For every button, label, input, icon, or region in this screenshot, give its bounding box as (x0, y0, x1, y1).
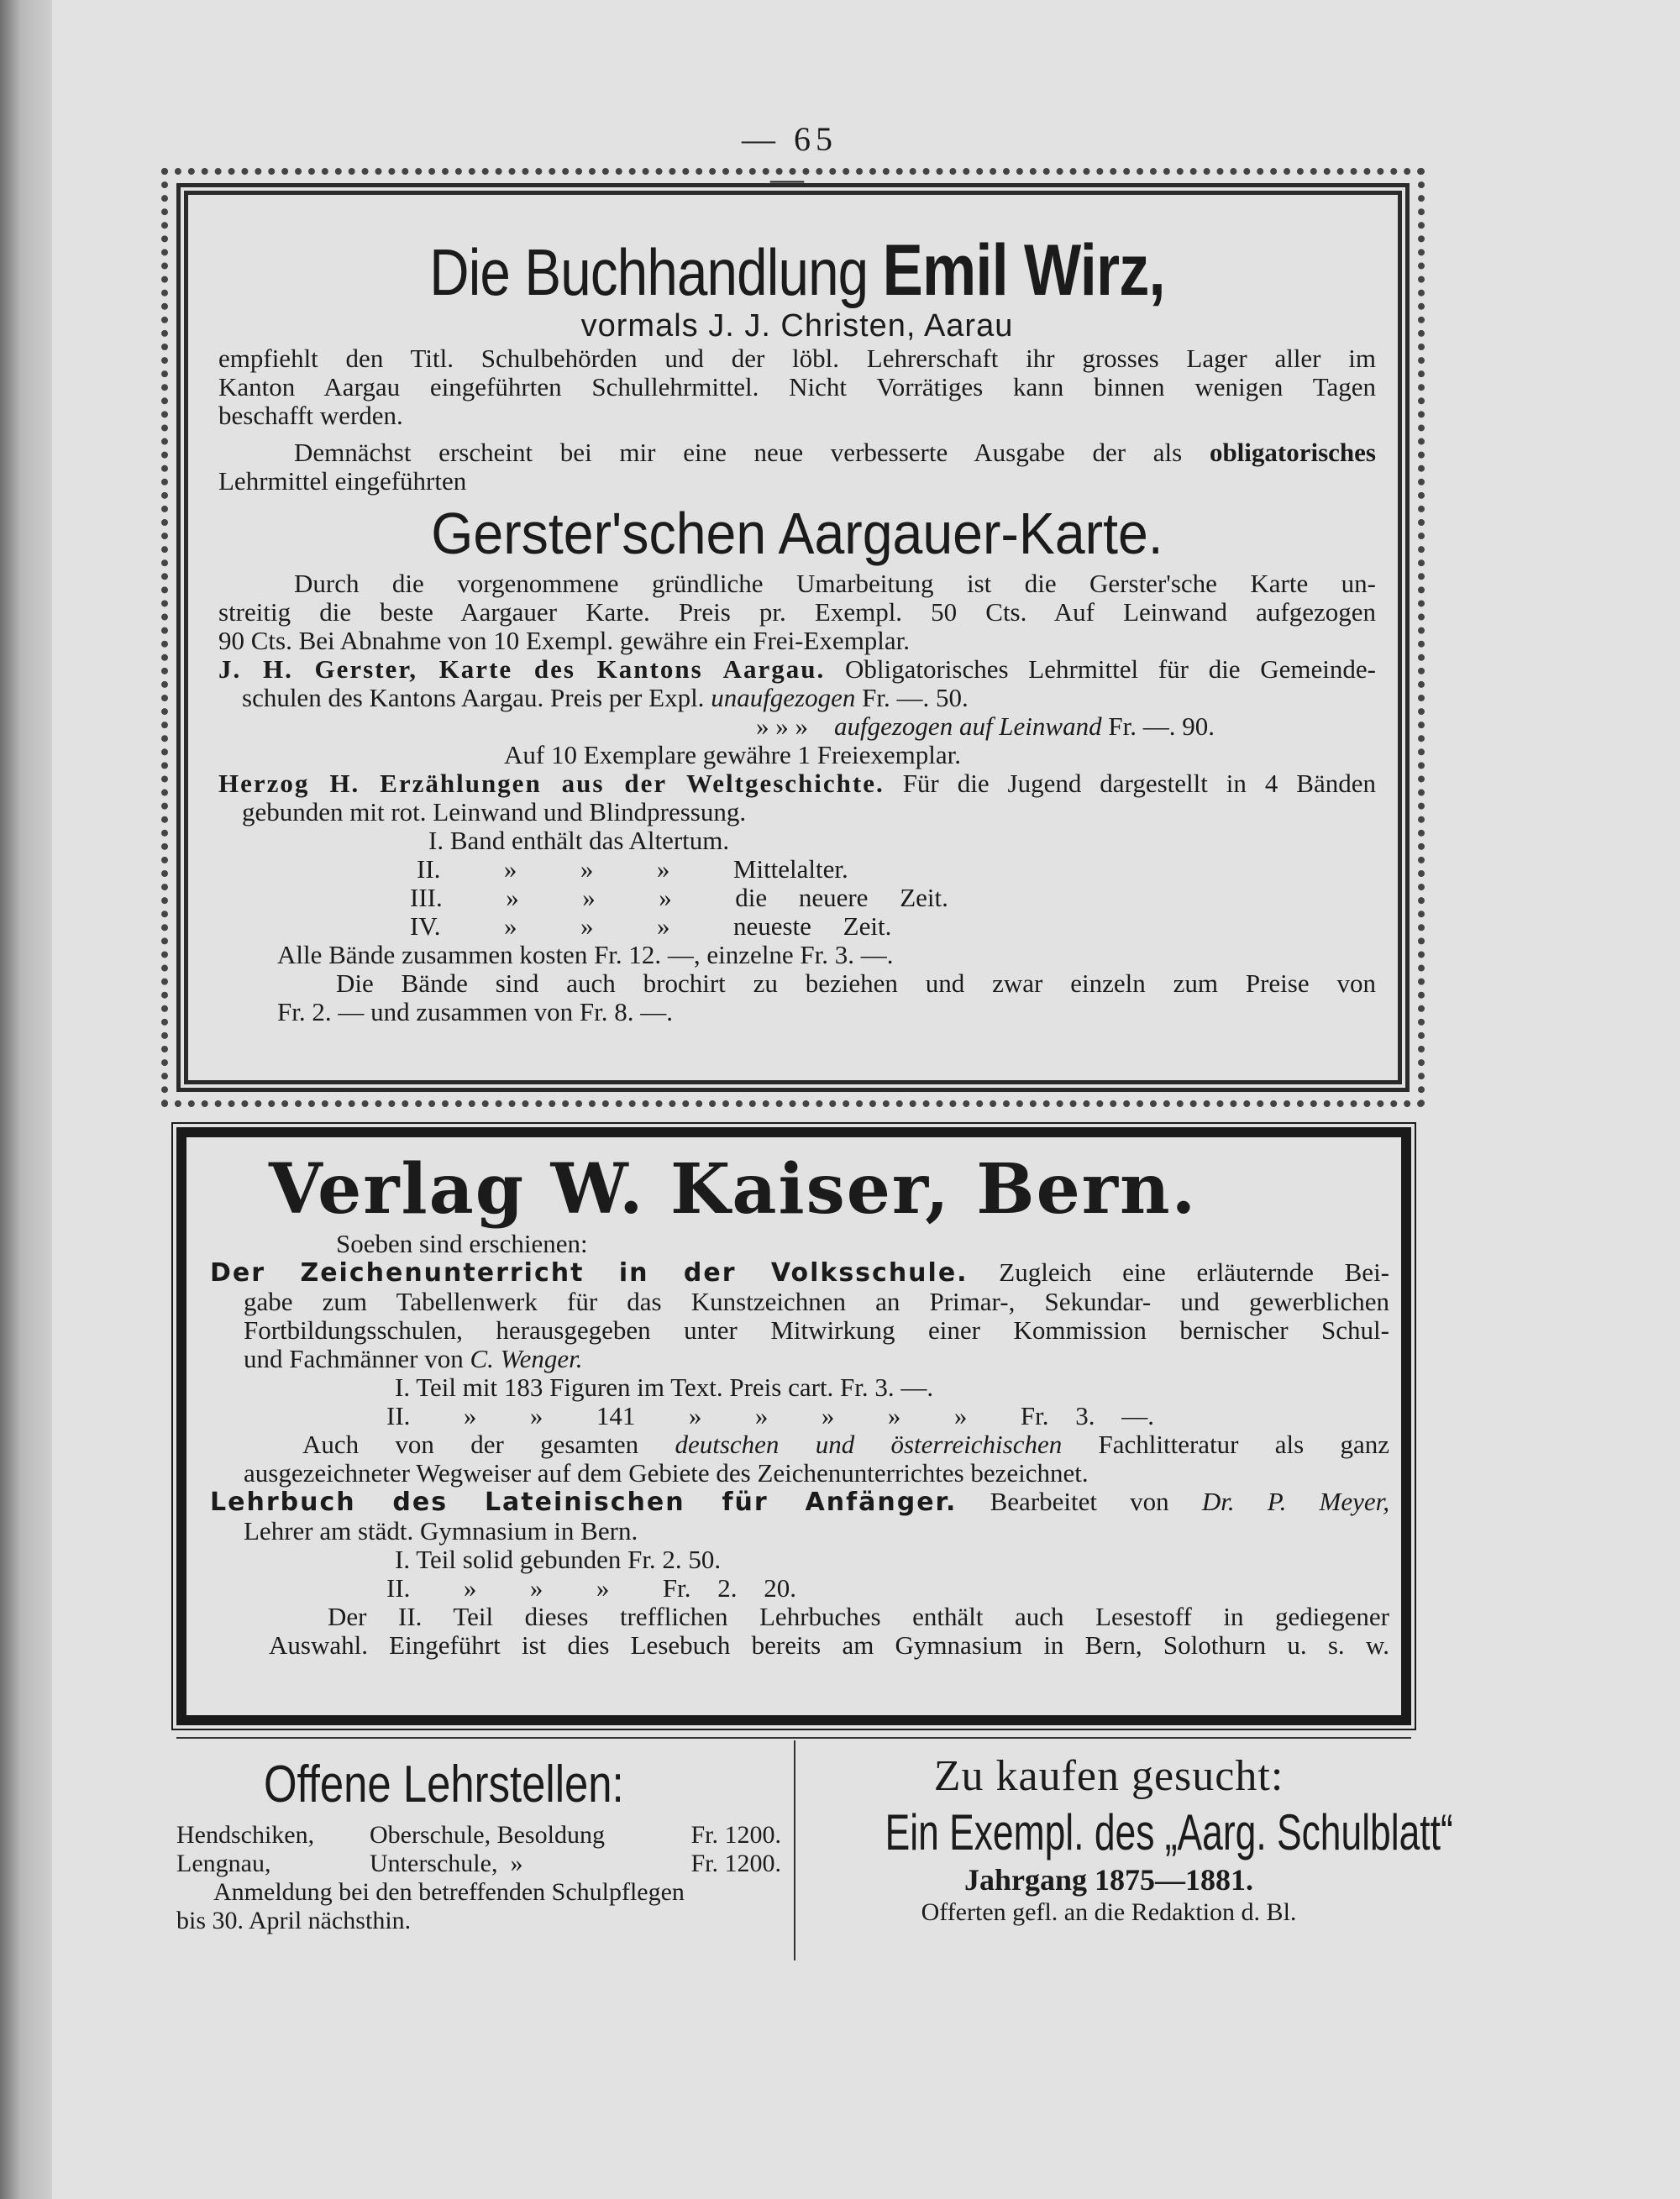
volume-line: II. » » » Mittelalter. (417, 854, 848, 884)
volume-line: III. » » » die neuere Zeit. (410, 883, 948, 912)
book2-head: Lehrbuch des Lateinischen für Anfänger. (210, 1488, 958, 1517)
gerster-price-value: Fr. —. 90. (1108, 711, 1215, 741)
book1-note-em: deutschen und österreichischen (675, 1430, 1063, 1459)
book2-part: II. » » » Fr. 2. 20. (386, 1573, 796, 1603)
vacancy-school: Unterschule, » (370, 1850, 523, 1877)
page-number: — 65 — (742, 120, 837, 197)
vacancy-pay: Fr. 1200. (690, 1850, 781, 1877)
wirz-announce-text: Demnächst erscheint bei mir eine neue verbesserte Ausgabe der als (294, 438, 1183, 467)
wirz-title (311, 230, 1284, 311)
book2-author: Dr. P. Meyer, (1201, 1487, 1390, 1516)
gerster-rest: Obligatorisches Lehrmittel für die Gemeinde- (845, 654, 1376, 684)
herzog-line: gebunden mit rot. Leinwand und Blindpressung. (242, 797, 747, 827)
wirz-intro-line: beschafft werden. (218, 401, 403, 430)
book1-part: II. » » 141 » » » » » Fr. 3. —. (386, 1401, 1154, 1430)
column-divider-horizontal (176, 1737, 1411, 1739)
price-line: Die Bände sind auch brochirt zu beziehen und zwar einzeln zum Preise von (336, 968, 1376, 998)
wirz-subtitle: vormals J. J. Christen, Aarau (580, 308, 1014, 344)
map-desc-line: Durch die vorgenommene gründliche Umarbeitung ist die Gerster'sche Karte un- (294, 569, 1376, 598)
column-divider-vertical (794, 1740, 795, 1960)
book1-note-text: Fachlitteratur als ganz (1098, 1430, 1390, 1459)
kaufen-years: Jahrgang 1875—1881. (963, 1863, 1254, 1897)
kaufen-item: Ein Exempl. des „Aarg. Schulblatt“ (885, 1804, 1453, 1860)
book1-author: C. Wenger. (470, 1344, 583, 1373)
book2-note: Der II. Teil dieses trefflichen Lehrbuches enthält auch Lesestoff in gediegener (328, 1602, 1389, 1631)
herzog-rest: Für die Jugend dargestellt in 4 Bänden (902, 769, 1377, 798)
vacancy-place: Lengnau, (176, 1850, 271, 1877)
book1-note: ausgezeichneter Wegweiser auf dem Gebiete des Zeichenunterrichtes bezeichnet. (244, 1458, 1089, 1488)
map-desc-line: streitig die beste Aargauer Karte. Preis pr. Exempl. 50 Cts. Auf Leinwand aufgezogen (218, 597, 1376, 627)
offene-lehrstellen (176, 1749, 781, 1935)
gerster-price-value: Fr. —. 50. (862, 683, 969, 712)
map-title: Gerster'schen Aargauer-Karte. (431, 501, 1163, 566)
map-desc-line: 90 Cts. Bei Abnahme von 10 Exempl. gewähre ein Frei-Exemplar. (218, 626, 911, 655)
gerster-ditto: » » » (756, 711, 808, 741)
book1-part: I. Teil mit 183 Figuren im Text. Preis cart. Fr. 3. —. (395, 1372, 934, 1402)
wirz-announce-bold: obligatorisches (1209, 438, 1376, 467)
book1-author-label: und Fachmänner von (244, 1344, 464, 1373)
book1-line: Fortbildungsschulen, herausgegeben unter Mitwirkung einer Kommission bernischer Schul- (244, 1315, 1389, 1345)
vacancy-pay: Fr. 1200. (690, 1821, 781, 1849)
book1-rest: Zugleich eine erläuternde Bei- (999, 1257, 1390, 1287)
wirz-intro-line: Kanton Aargau eingeführten Schullehrmittel. Nicht Vorrätiges kann binnen wenigen Tagen (218, 372, 1376, 401)
kaiser-intro: Soeben sind erschienen: (336, 1229, 588, 1258)
herzog-line (218, 769, 1376, 798)
kaiser-title: Verlag W. Kaiser, Bern. (269, 1149, 1198, 1230)
wirz-announce-line (218, 438, 1376, 467)
book2-note: Auswahl. Eingeführt ist dies Lesebuch bereits am Gymnasium in Bern, Solothurn u. s. w. (269, 1630, 1389, 1660)
vacancy-row (176, 1850, 781, 1878)
gerster-line (218, 684, 1376, 712)
book1-line (210, 1258, 1389, 1288)
gerster-line (218, 655, 1376, 684)
gerster-price-variant: aufgezogen auf Leinwand (834, 711, 1102, 741)
vacancy-note: bis 30. April nächsthin. (176, 1907, 412, 1934)
wirz-advertisement (176, 183, 1410, 1092)
gerster-price-label: schulen des Kantons Aargau. Preis per Expl. (242, 683, 705, 712)
vacancy-place: Hendschiken, (176, 1821, 315, 1849)
book1-line (210, 1345, 1389, 1373)
price-line: Fr. 2. — und zusammen von Fr. 8. —. (277, 997, 674, 1026)
book1-note-text: Auch von der gesamten (302, 1430, 639, 1459)
wirz-announce-line: Lehrmittel eingeführten (218, 466, 467, 496)
vacancy-note: Anmeldung bei den betreffenden Schulpflegen (213, 1878, 685, 1906)
book2-line (210, 1488, 1389, 1517)
vacancy-school: Oberschule, Besoldung (370, 1821, 605, 1849)
book1-line: gabe zum Tabellenwerk für das Kunstzeichnen an Primar-, Sekundar- und gewerblichen (244, 1287, 1389, 1316)
wirz-title-name: Emil Wirz, (882, 230, 1165, 311)
zu-kaufen-gesucht (806, 1749, 1453, 1927)
kaufen-title: Zu kaufen gesucht: (933, 1752, 1284, 1800)
offene-title: Offene Lehrstellen: (264, 1756, 624, 1813)
book2-part: I. Teil solid gebunden Fr. 2. 50. (395, 1545, 722, 1574)
gerster-line (218, 712, 1376, 741)
price-line: Alle Bände zusammen kosten Fr. 12. —, einzelne Fr. 3. —. (277, 940, 894, 969)
kaiser-advertisement (176, 1127, 1411, 1725)
kaufen-contact: Offerten gefl. an die Redaktion d. Bl. (921, 1898, 1297, 1926)
wirz-intro-line: empfiehlt den Titl. Schulbehörden und der löbl. Lehrerschaft ihr grosses Lager aller im (218, 344, 1376, 373)
volume-line: I. Band enthält das Altertum. (428, 826, 730, 855)
volume-line: IV. » » » neueste Zeit. (410, 911, 892, 941)
book2-rest: Bearbeitet von (990, 1487, 1169, 1516)
book1-note (210, 1430, 1389, 1459)
vacancy-row (176, 1821, 781, 1850)
book1-head: Der Zeichenunterricht in der Volksschule. (210, 1258, 969, 1288)
herzog-head: Herzog H. Erzählungen aus der Weltgeschichte. (218, 769, 885, 798)
gerster-head: J. H. Gerster, Karte des Kantons Aargau. (218, 654, 826, 684)
book2-line: Lehrer am städt. Gymnasium in Bern. (244, 1516, 638, 1546)
wirz-title-prefix: Die Buchhandlung (429, 235, 869, 309)
book-spine (0, 0, 52, 2199)
gerster-line: Auf 10 Exemplare gewähre 1 Freiexemplar. (504, 740, 962, 769)
gerster-price-variant: unaufgezogen (711, 683, 856, 712)
